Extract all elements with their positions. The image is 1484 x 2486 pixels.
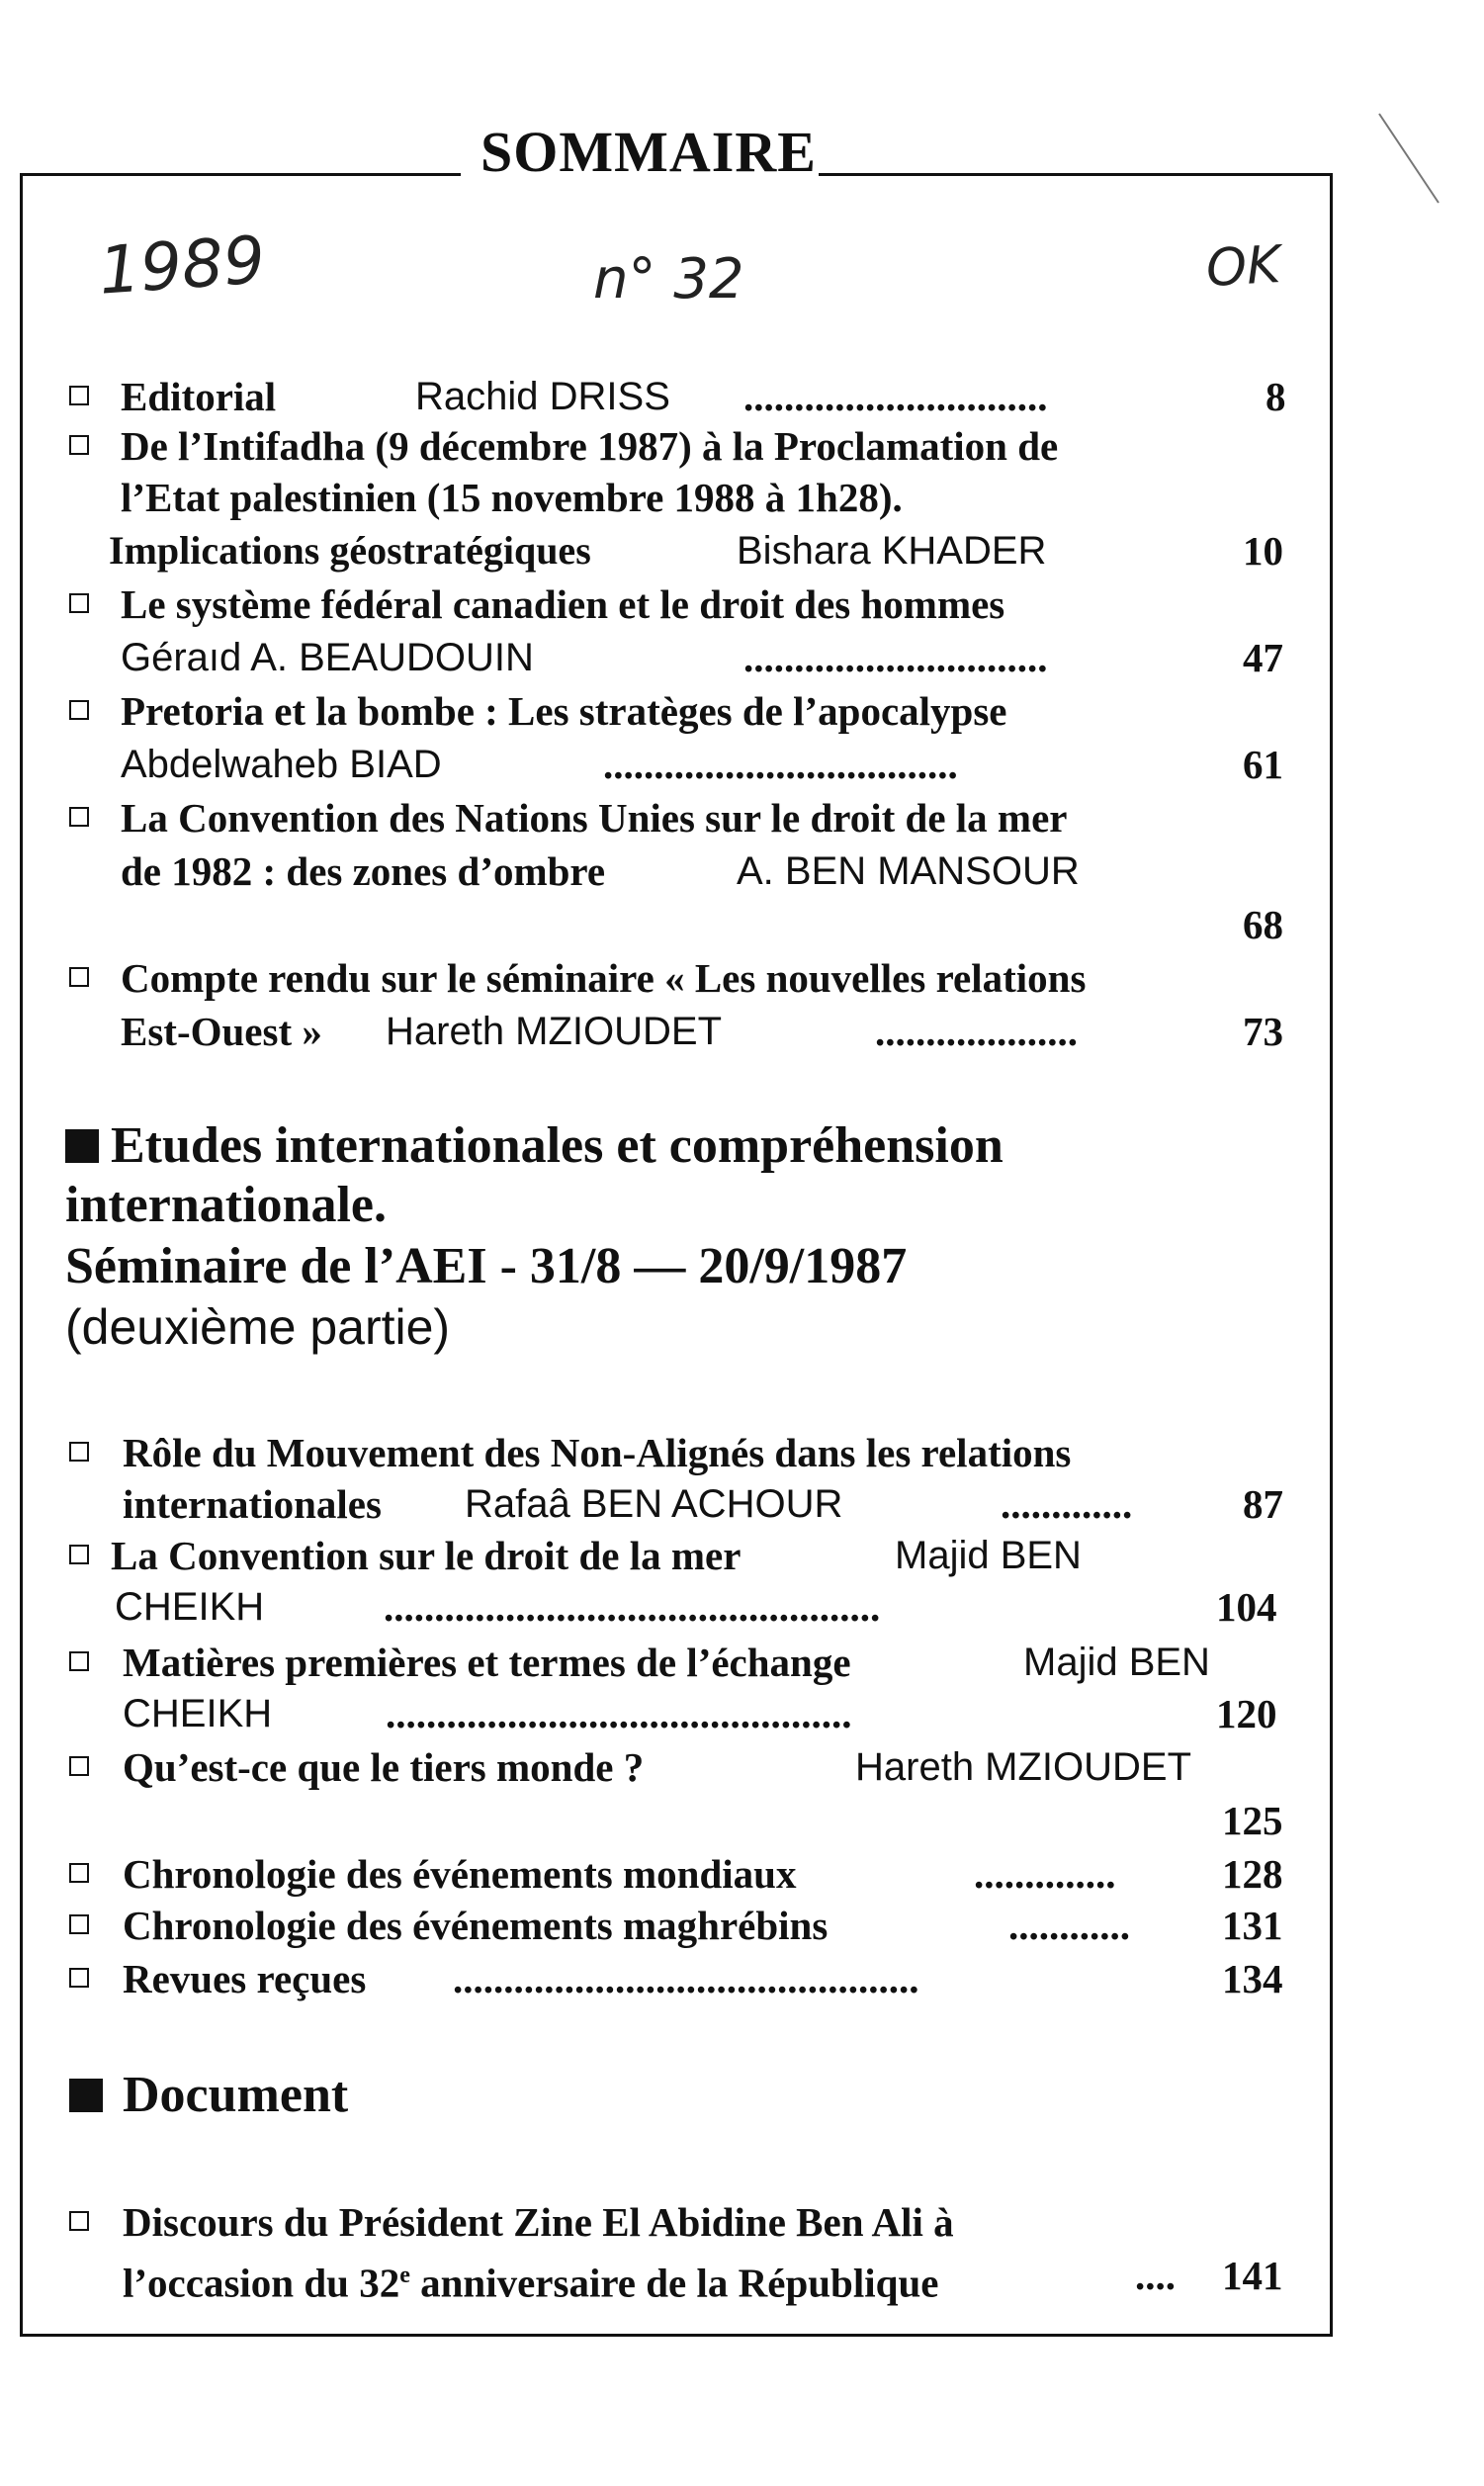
entry-author: Hareth MZIOUDET bbox=[386, 1010, 723, 1053]
checkbox-icon bbox=[69, 1756, 89, 1776]
toc-entry-pretoria bbox=[0, 686, 1484, 736]
toc-entry-compte-rendu bbox=[0, 953, 1484, 1003]
toc-entry-federal-canadien-line2 bbox=[0, 633, 1484, 682]
checkbox-icon bbox=[69, 1442, 89, 1462]
checkbox-icon bbox=[69, 1863, 89, 1883]
toc-entry-intifadha-line3 bbox=[0, 526, 1484, 576]
entry-title-line-1: Discours du Président Zine El Abidine Ben Ali à bbox=[123, 2199, 954, 2245]
entry-title: Pretoria et la bombe : Les stratèges de l’apocalypse bbox=[121, 688, 1007, 734]
entry-leader-dots: .............................................. bbox=[453, 1956, 919, 2001]
toc-entry-tiers-monde-line2 bbox=[0, 1796, 1484, 1845]
section-title-line-1: Etudes internationales et compréhension bbox=[111, 1117, 1004, 1174]
entry-title-line-1: Rôle du Mouvement des Non-Alignés dans les relations bbox=[123, 1430, 1072, 1475]
entry-leader-dots: .............................................. bbox=[386, 1691, 852, 1736]
entry-title-line-3: Implications géostratégiques bbox=[109, 528, 591, 573]
toc-entry-convention-nations-unies-line2 bbox=[0, 846, 1484, 896]
entry-author-line-2: CHEIKH bbox=[115, 1585, 265, 1629]
toc-entry-convention-nations-unies bbox=[0, 793, 1484, 843]
checkbox-icon bbox=[69, 593, 89, 613]
entry-title: La Convention sur le droit de la mer bbox=[111, 1533, 742, 1578]
entry-title: Editorial bbox=[121, 374, 277, 419]
entry-leader-dots: .................... bbox=[875, 1009, 1078, 1054]
entry-author: Bishara KHADER bbox=[737, 529, 1047, 573]
entry-author: Rafaâ BEN ACHOUR bbox=[465, 1482, 843, 1526]
entry-leader-dots: .... bbox=[1135, 2253, 1176, 2298]
entry-title: Le système fédéral canadien et le droit des hommes bbox=[121, 581, 1005, 627]
entry-page: 134 bbox=[1222, 1956, 1283, 2001]
section-bullet-icon bbox=[69, 2079, 103, 2112]
handwritten-number: n° 32 bbox=[593, 247, 744, 311]
toc-entry-pretoria-line2 bbox=[0, 740, 1484, 789]
entry-page: 131 bbox=[1222, 1903, 1283, 1948]
entry-author: Rachid DRISS bbox=[415, 375, 670, 418]
page-title: SOMMAIRE bbox=[480, 120, 817, 184]
section-title-line-2: internationale. bbox=[65, 1177, 387, 1233]
entry-title: Qu’est-ce que le tiers monde ? bbox=[123, 1744, 645, 1790]
entry-page: 73 bbox=[1243, 1009, 1283, 1054]
entry-leader-dots: ................................... bbox=[603, 742, 958, 787]
checkbox-icon bbox=[69, 807, 89, 827]
entry-title: Matières premières et termes de l’échange bbox=[123, 1640, 851, 1685]
entry-page: 87 bbox=[1243, 1481, 1283, 1527]
checkbox-icon bbox=[69, 1914, 89, 1934]
scratch-mark-icon bbox=[1374, 109, 1443, 208]
entry-leader-dots: ................................................. bbox=[384, 1584, 881, 1630]
entry-page: 128 bbox=[1222, 1851, 1283, 1897]
entry-page: 104 bbox=[1216, 1584, 1277, 1630]
section-subtitle: (deuxième partie) bbox=[65, 1299, 451, 1355]
entry-author: Hareth MZIOUDET bbox=[855, 1745, 1192, 1789]
entry-title-line-2 bbox=[123, 2251, 938, 2308]
section-document-title: Document bbox=[123, 2067, 349, 2123]
toc-entry-discours bbox=[0, 2197, 1484, 2247]
entry-leader-dots: .............. bbox=[974, 1851, 1116, 1897]
section-title-line-3: Séminaire de l’AEI - 31/8 — 20/9/1987 bbox=[65, 1238, 908, 1294]
handwritten-year: 1989 bbox=[96, 222, 268, 310]
toc-entry-federal-canadien bbox=[0, 579, 1484, 629]
toc-entry-non-alignes-line2 bbox=[0, 1479, 1484, 1529]
toc-entry-convention-mer bbox=[0, 1531, 1484, 1580]
checkbox-icon bbox=[69, 386, 89, 405]
toc-entry-convention-mer-line2 bbox=[0, 1582, 1484, 1632]
entry-page: 141 bbox=[1222, 2253, 1283, 2298]
entry-title-line-1: Compte rendu sur le séminaire « Les nouvelles relations bbox=[121, 955, 1087, 1001]
checkbox-icon bbox=[69, 1651, 89, 1671]
entry-author-line-2: CHEIKH bbox=[123, 1692, 273, 1735]
entry-author: A. BEN MANSOUR bbox=[737, 849, 1080, 893]
toc-entry-chronologie-maghrebins bbox=[0, 1901, 1484, 1950]
toc-entry-matieres-premieres-line2 bbox=[0, 1689, 1484, 1738]
toc-entry-convention-nations-unies-line3 bbox=[0, 900, 1484, 949]
toc-entry-tiers-monde bbox=[0, 1742, 1484, 1792]
entry-superscript: e bbox=[399, 2263, 410, 2288]
entry-title: Chronologie des événements mondiaux bbox=[123, 1851, 797, 1897]
checkbox-icon bbox=[69, 2211, 89, 2231]
toc-entry-discours-line2 bbox=[0, 2251, 1484, 2306]
toc-entry-chronologie-mondiaux bbox=[0, 1849, 1484, 1899]
entry-title: Revues reçues bbox=[123, 1956, 367, 2001]
entry-page: 120 bbox=[1216, 1691, 1277, 1736]
entry-author-line-1: Majid BEN bbox=[895, 1534, 1082, 1577]
entry-leader-dots: ............. bbox=[1001, 1481, 1133, 1527]
checkbox-icon bbox=[69, 1968, 89, 1988]
checkbox-icon bbox=[69, 700, 89, 720]
entry-page: 125 bbox=[1222, 1798, 1283, 1843]
entry-title: Chronologie des événements maghrébins bbox=[123, 1903, 829, 1948]
entry-title-line-2: internationales bbox=[123, 1481, 382, 1527]
toc-entry-non-alignes bbox=[0, 1428, 1484, 1477]
entry-leader-dots: .............................. bbox=[743, 374, 1048, 419]
entry-title-line-1: La Convention des Nations Unies sur le droit de la mer bbox=[121, 795, 1068, 841]
toc-entry-matieres-premieres bbox=[0, 1638, 1484, 1687]
section-bullet-icon bbox=[65, 1129, 99, 1163]
entry-author: Abdelwaheb BIAD bbox=[121, 743, 442, 786]
entry-title-line-1: De l’Intifadha (9 décembre 1987) à la Proclamation de bbox=[121, 423, 1059, 469]
entry-author: Géraıd A. BEAUDOUIN bbox=[121, 636, 534, 679]
checkbox-icon bbox=[69, 967, 89, 987]
toc-entry-revues-recues bbox=[0, 1954, 1484, 2003]
toc-entry-editorial bbox=[0, 372, 1484, 421]
toc-entry-intifadha bbox=[0, 421, 1484, 471]
handwritten-ok: OK bbox=[1204, 235, 1282, 299]
checkbox-icon bbox=[69, 435, 89, 455]
entry-page: 8 bbox=[1266, 374, 1286, 419]
entry-page: 47 bbox=[1243, 635, 1283, 680]
toc-entry-intifadha-line2 bbox=[0, 473, 1484, 522]
entry-page: 10 bbox=[1243, 528, 1283, 574]
entry-author-line-1: Majid BEN bbox=[1023, 1641, 1210, 1684]
entry-leader-dots: ............ bbox=[1008, 1903, 1130, 1948]
toc-entry-compte-rendu-line2 bbox=[0, 1007, 1484, 1056]
entry-page: 61 bbox=[1243, 742, 1283, 787]
entry-leader-dots: .............................. bbox=[743, 635, 1048, 680]
checkbox-icon bbox=[69, 1545, 89, 1564]
entry-title-line-2: Est-Ouest » bbox=[121, 1009, 322, 1054]
entry-title-line-2: l’Etat palestinien (15 novembre 1988 à 1h28). bbox=[121, 475, 903, 520]
entry-page: 68 bbox=[1243, 902, 1283, 947]
entry-title-line-2: de 1982 : des zones d’ombre bbox=[121, 848, 606, 894]
entry-title-line-2-start: l’occasion du 32 bbox=[123, 2260, 400, 2306]
entry-title-line-2-rest: anniversaire de la République bbox=[409, 2260, 939, 2306]
